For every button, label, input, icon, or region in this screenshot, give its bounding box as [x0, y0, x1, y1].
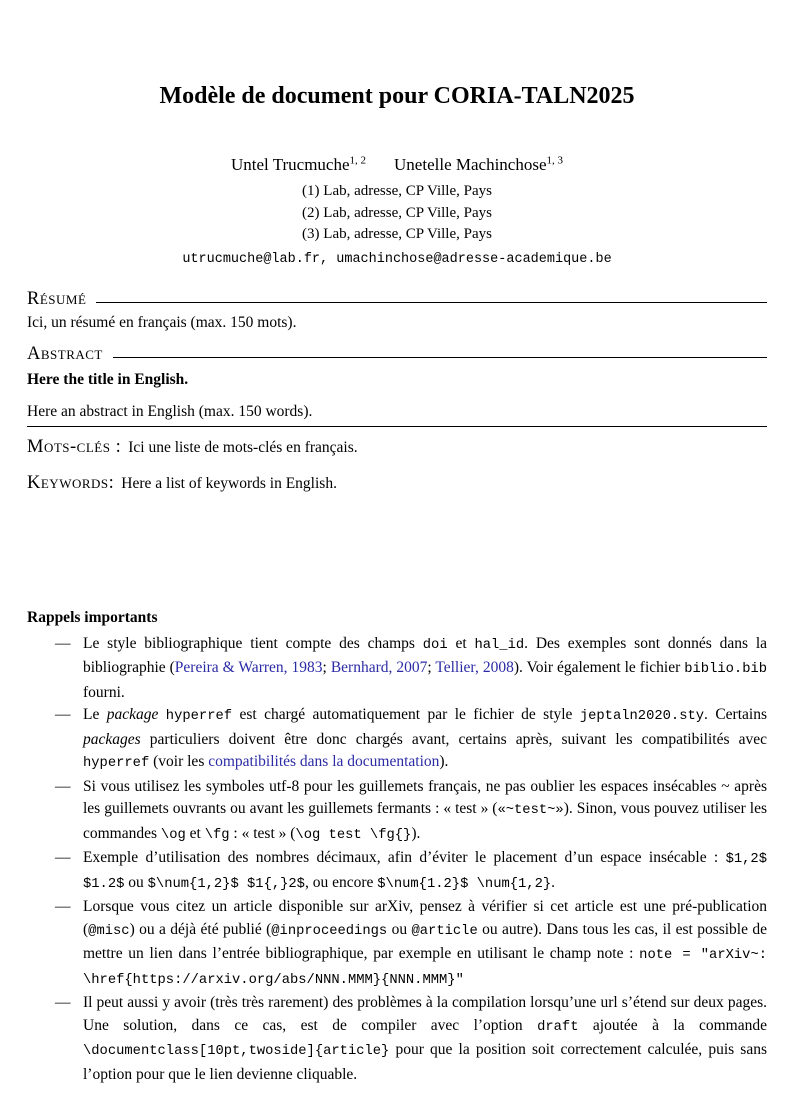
code-span: @misc	[88, 923, 130, 939]
item-dash: —	[55, 706, 71, 724]
item-dash: —	[55, 634, 71, 652]
abstract-section-header	[27, 344, 767, 364]
text-span: , ou encore	[304, 873, 378, 891]
code-span: jeptaln2020.sty	[579, 709, 705, 725]
inline-link[interactable]: Pereira & Warren, 1983	[174, 659, 323, 677]
code-span: draft	[537, 1019, 579, 1035]
text-span: ) ou a déjà été publié (	[129, 920, 272, 938]
paper-title: Modèle de document pour CORIA-TALN2025	[159, 83, 635, 109]
item-dash: —	[55, 849, 71, 867]
item-text	[83, 633, 767, 705]
text-span: ). Sinon, vous pouvez utiliser les commandes	[83, 800, 767, 842]
text-span: particuliers doivent être donc chargés avant, certains après, suivant les compatibilités avec	[140, 730, 767, 748]
item-text	[83, 776, 767, 848]
item-dash: —	[55, 898, 71, 916]
text-span: ;	[427, 659, 436, 677]
rappel-item-1	[55, 633, 767, 705]
text-span: ).	[411, 824, 421, 842]
motscles-line	[27, 436, 767, 459]
code-span: $1,2$ $1.2$	[83, 852, 767, 892]
abstract-bottom-rule	[27, 426, 767, 427]
code-span: note = "arXiv~: \href{https://arxiv.org/abs/NNN.MMM}{NNN.MMM}"	[83, 948, 768, 988]
text-span: package	[106, 706, 159, 724]
affiliation-2: (2) Lab, adresse, CP Ville, Pays	[302, 204, 492, 221]
text-span: Lorsque vous citez un article disponible sur arXiv, pensez à vérifier si cet article est une pré-publication (	[83, 898, 767, 938]
text-span: et	[185, 824, 205, 842]
inline-link[interactable]: Bernhard, 2007	[330, 659, 428, 677]
text-span: Le style bibliographique tient compte des champs	[83, 634, 423, 652]
code-span: $\num{1.2}$ \num{1,2}	[377, 876, 552, 892]
resume-label: Résumé	[27, 288, 87, 309]
code-span: «~test~»	[497, 803, 564, 819]
text-span: ). Voir également le fichier	[513, 659, 685, 677]
affiliation-3: (3) Lab, adresse, CP Ville, Pays	[302, 226, 492, 242]
code-span: \og	[160, 827, 186, 843]
author-2-affiliation-sup: 1, 3	[546, 154, 563, 167]
abstract-label: Abstract	[27, 343, 103, 364]
rappels-heading: Rappels importants	[27, 608, 158, 626]
code-span: @inproceedings	[271, 923, 388, 939]
item-text	[83, 992, 767, 1086]
text-span: ou autre). Dans tous les cas, il est possible de mettre un lien dans l’entrée bibliographique, par exemple en utilisant le champ note :	[83, 920, 768, 963]
rappel-item-3	[55, 776, 767, 848]
code-span: \og test \fg{}	[295, 827, 412, 843]
author-emails: utrucmuche@lab.fr, umachinchose@adresse-academique.be	[182, 251, 612, 267]
keywords-label: Keywords:	[27, 472, 115, 493]
code-span: hal_id	[474, 637, 525, 653]
author-2	[394, 155, 563, 174]
rappel-item-6	[55, 992, 767, 1086]
text-span: Exemple d’utilisation des nombres décimaux, afin d’éviter le placement d’un espace insécable :	[83, 849, 726, 867]
text-span: : « test » (	[229, 824, 296, 842]
item-dash: —	[55, 994, 71, 1012]
keywords-line	[27, 472, 767, 495]
code-span: doi	[422, 637, 448, 653]
rappel-item-4	[55, 847, 767, 896]
abstract-header-rule	[113, 357, 767, 358]
keywords-text: Here a list of keywords in English.	[121, 474, 337, 492]
author-1-name: Untel Trucmuche	[231, 155, 350, 174]
author-1	[231, 155, 366, 174]
text-span: fourni.	[83, 683, 125, 701]
text-span: Il peut aussi y avoir (très très rarement) des problèmes à la compilation lorsqu’une url s’étend sur deux pages. Une solution, dans ce cas, est de compiler avec l’option	[83, 994, 767, 1034]
motscles-label: Mots-clés :	[27, 436, 122, 457]
item-text	[83, 847, 767, 896]
inline-link[interactable]: compatibilités dans la documentation	[208, 753, 440, 771]
code-span: \fg	[204, 827, 230, 843]
code-span: hyperref	[83, 756, 150, 772]
author-1-affiliation-sup: 1, 2	[349, 154, 367, 167]
code-span: \documentclass[10pt,twoside]{article}	[83, 1044, 390, 1060]
text-span: packages	[83, 730, 141, 748]
text-span: ou	[387, 920, 412, 938]
authors-line	[27, 154, 767, 176]
text-span: et	[447, 634, 475, 652]
code-span: $\num{1,2}$ $1{,}2$	[147, 876, 305, 892]
text-span: (voir les	[149, 753, 209, 771]
text-span: .	[551, 873, 556, 891]
rappel-item-5	[55, 896, 767, 992]
text-span: est chargé automatiquement par le fichier de style	[232, 706, 580, 724]
affiliation-1: (1) Lab, adresse, CP Ville, Pays	[302, 183, 492, 199]
item-text	[83, 896, 767, 992]
text-span: ajoutée à la commande	[578, 1016, 767, 1034]
abstract-text: Here an abstract in English (max. 150 words).	[27, 402, 313, 420]
code-span: @article	[411, 923, 478, 939]
text-span: pour que la position soit correctement calculée, puis sans l’option pour que le lien devienne cliquable.	[83, 1041, 767, 1083]
code-span: hyperref	[165, 709, 233, 725]
resume-section-header	[27, 289, 767, 309]
text-span: ;	[322, 659, 331, 677]
motscles-text: Ici une liste de mots-clés en français.	[128, 438, 358, 456]
resume-text: Ici, un résumé en français (max. 150 mots).	[27, 313, 297, 331]
text-span: Le	[83, 706, 107, 724]
rappel-item-2	[55, 704, 767, 776]
author-2-name: Unetelle Machinchose	[394, 155, 547, 174]
text-span: ).	[439, 753, 449, 771]
text-span: . Des exemples sont donnés dans la bibliographie (	[83, 634, 767, 677]
text-span: . Certains	[704, 706, 767, 724]
text-span: Si vous utilisez les symboles utf-8 pour les guillemets français, ne pas oublier les espaces insécables ~ après les guillemets ouvrants ou avant les guillemets fermants : « test » (	[83, 777, 767, 818]
code-span: biblio.bib	[684, 662, 768, 678]
inline-link[interactable]: Tellier, 2008	[435, 659, 514, 677]
affiliations-block	[27, 181, 767, 246]
text-span: ou	[124, 873, 148, 891]
rappels-list	[27, 633, 767, 1087]
resume-header-rule	[96, 302, 767, 303]
item-dash: —	[55, 777, 71, 795]
abstract-english-title: Here the title in English.	[27, 370, 189, 388]
text-span	[158, 706, 165, 723]
item-text	[83, 704, 767, 776]
